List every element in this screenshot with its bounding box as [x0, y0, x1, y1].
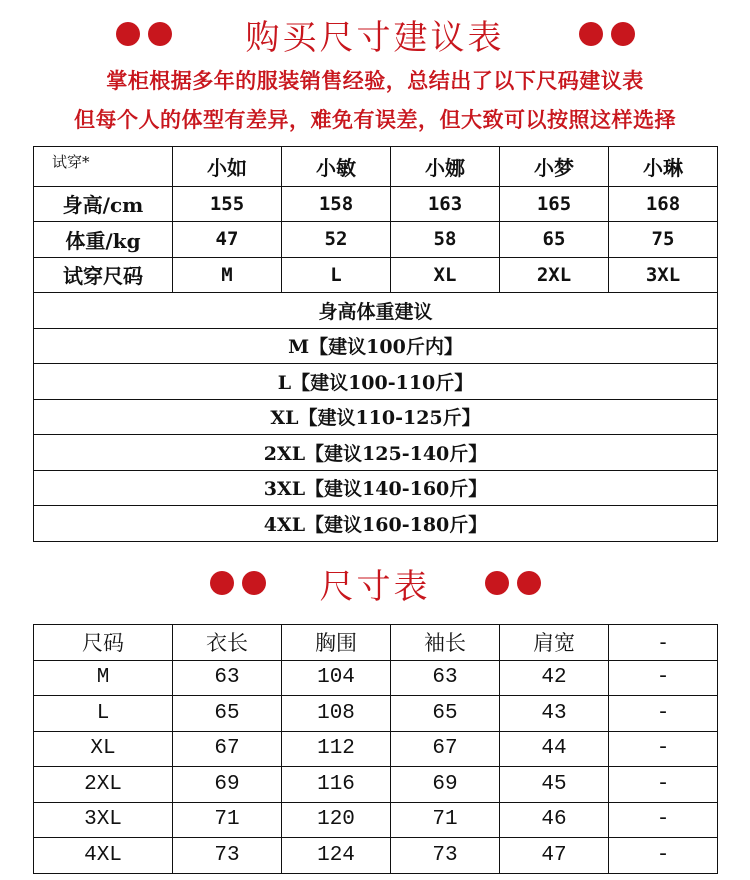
height-value: 163 — [391, 186, 500, 222]
column-header: - — [609, 625, 718, 661]
advice-text: XL【建议110-125斤】 — [34, 399, 718, 435]
advice-row — [34, 328, 718, 364]
sleeve-cell: 65 — [391, 696, 500, 732]
advice-row — [34, 399, 718, 435]
row-label: 身高/cm — [34, 186, 173, 222]
bust-cell: 120 — [282, 802, 391, 838]
page-title: 购买尺寸建议表 — [245, 17, 505, 58]
length-cell: 71 — [173, 802, 282, 838]
subtitle-line-1: 掌柜根据多年的服装销售经验，总结出了以下尺码建议表 — [106, 69, 644, 93]
sleeve-cell: 67 — [391, 731, 500, 767]
height-row — [34, 186, 718, 222]
fit-size-value: L — [282, 257, 391, 293]
length-cell: 63 — [173, 660, 282, 696]
dash-cell: - — [609, 802, 718, 838]
model-name: 小敏 — [282, 147, 391, 187]
left-dots-decoration — [210, 571, 266, 595]
size-advice-title — [0, 4, 750, 64]
fit-size-value: M — [173, 257, 282, 293]
size-cell: L — [34, 696, 173, 732]
size-chart-title — [0, 553, 750, 613]
subtitle-line-2: 但每个人的体型有差异，难免有误差，但大致可以按照这样选择 — [74, 108, 676, 132]
length-cell: 67 — [173, 731, 282, 767]
model-name: 小梦 — [500, 147, 609, 187]
advice-text: 4XL【建议160-180斤】 — [34, 506, 718, 542]
fit-size-value: XL — [391, 257, 500, 293]
advice-row — [34, 470, 718, 506]
table-row — [34, 767, 718, 803]
height-value: 155 — [173, 186, 282, 222]
advice-header: 身高体重建议 — [34, 293, 718, 329]
advice-row — [34, 435, 718, 471]
column-header: 袖长 — [391, 625, 500, 661]
table-row — [34, 838, 718, 874]
length-cell: 69 — [173, 767, 282, 803]
size-cell: 3XL — [34, 802, 173, 838]
size-header-row — [34, 625, 718, 661]
table-row — [34, 696, 718, 732]
dash-cell: - — [609, 696, 718, 732]
advice-text: 3XL【建议140-160斤】 — [34, 470, 718, 506]
bust-cell: 116 — [282, 767, 391, 803]
fit-table — [33, 146, 718, 542]
weight-value: 65 — [500, 222, 609, 258]
weight-value: 75 — [609, 222, 718, 258]
weight-row — [34, 222, 718, 258]
fit-size-value: 3XL — [609, 257, 718, 293]
height-value: 168 — [609, 186, 718, 222]
height-value: 158 — [282, 186, 391, 222]
fit-size-row — [34, 257, 718, 293]
red-dot-icon — [148, 22, 172, 46]
size-table — [33, 624, 718, 874]
section-title: 尺寸表 — [319, 566, 431, 607]
bust-cell: 112 — [282, 731, 391, 767]
advice-text: L【建议100-110斤】 — [34, 364, 718, 400]
red-dot-icon — [485, 571, 509, 595]
right-dots-decoration — [485, 571, 541, 595]
red-dot-icon — [210, 571, 234, 595]
size-cell: 4XL — [34, 838, 173, 874]
size-cell: M — [34, 660, 173, 696]
shoulder-cell: 44 — [500, 731, 609, 767]
sleeve-cell: 73 — [391, 838, 500, 874]
bust-cell: 108 — [282, 696, 391, 732]
dash-cell: - — [609, 731, 718, 767]
left-dots-decoration — [116, 22, 172, 46]
column-header: 衣长 — [173, 625, 282, 661]
advice-text: 2XL【建议125-140斤】 — [34, 435, 718, 471]
sleeve-cell: 63 — [391, 660, 500, 696]
table-row — [34, 802, 718, 838]
dash-cell: - — [609, 838, 718, 874]
model-name: 小琳 — [609, 147, 718, 187]
model-name: 小如 — [173, 147, 282, 187]
red-dot-icon — [611, 22, 635, 46]
advice-row — [34, 364, 718, 400]
red-dot-icon — [116, 22, 140, 46]
corner-label: 试穿* — [34, 147, 173, 187]
size-cell: XL — [34, 731, 173, 767]
height-value: 165 — [500, 186, 609, 222]
model-name: 小娜 — [391, 147, 500, 187]
shoulder-cell: 43 — [500, 696, 609, 732]
bust-cell: 104 — [282, 660, 391, 696]
dash-cell: - — [609, 660, 718, 696]
column-header: 尺码 — [34, 625, 173, 661]
row-label: 体重/kg — [34, 222, 173, 258]
table-row — [34, 660, 718, 696]
red-dot-icon — [242, 571, 266, 595]
table-row — [34, 731, 718, 767]
sleeve-cell: 69 — [391, 767, 500, 803]
weight-value: 47 — [173, 222, 282, 258]
shoulder-cell: 47 — [500, 838, 609, 874]
shoulder-cell: 45 — [500, 767, 609, 803]
advice-row — [34, 506, 718, 542]
shoulder-cell: 46 — [500, 802, 609, 838]
dash-cell: - — [609, 767, 718, 803]
fit-header-row — [34, 147, 718, 187]
red-dot-icon — [579, 22, 603, 46]
advice-header-row — [34, 293, 718, 329]
right-dots-decoration — [579, 22, 635, 46]
advice-text: M【建议100斤内】 — [34, 328, 718, 364]
shoulder-cell: 42 — [500, 660, 609, 696]
column-header: 肩宽 — [500, 625, 609, 661]
bust-cell: 124 — [282, 838, 391, 874]
weight-value: 52 — [282, 222, 391, 258]
red-dot-icon — [517, 571, 541, 595]
weight-value: 58 — [391, 222, 500, 258]
row-label: 试穿尺码 — [34, 257, 173, 293]
size-cell: 2XL — [34, 767, 173, 803]
length-cell: 73 — [173, 838, 282, 874]
length-cell: 65 — [173, 696, 282, 732]
fit-size-value: 2XL — [500, 257, 609, 293]
column-header: 胸围 — [282, 625, 391, 661]
sleeve-cell: 71 — [391, 802, 500, 838]
